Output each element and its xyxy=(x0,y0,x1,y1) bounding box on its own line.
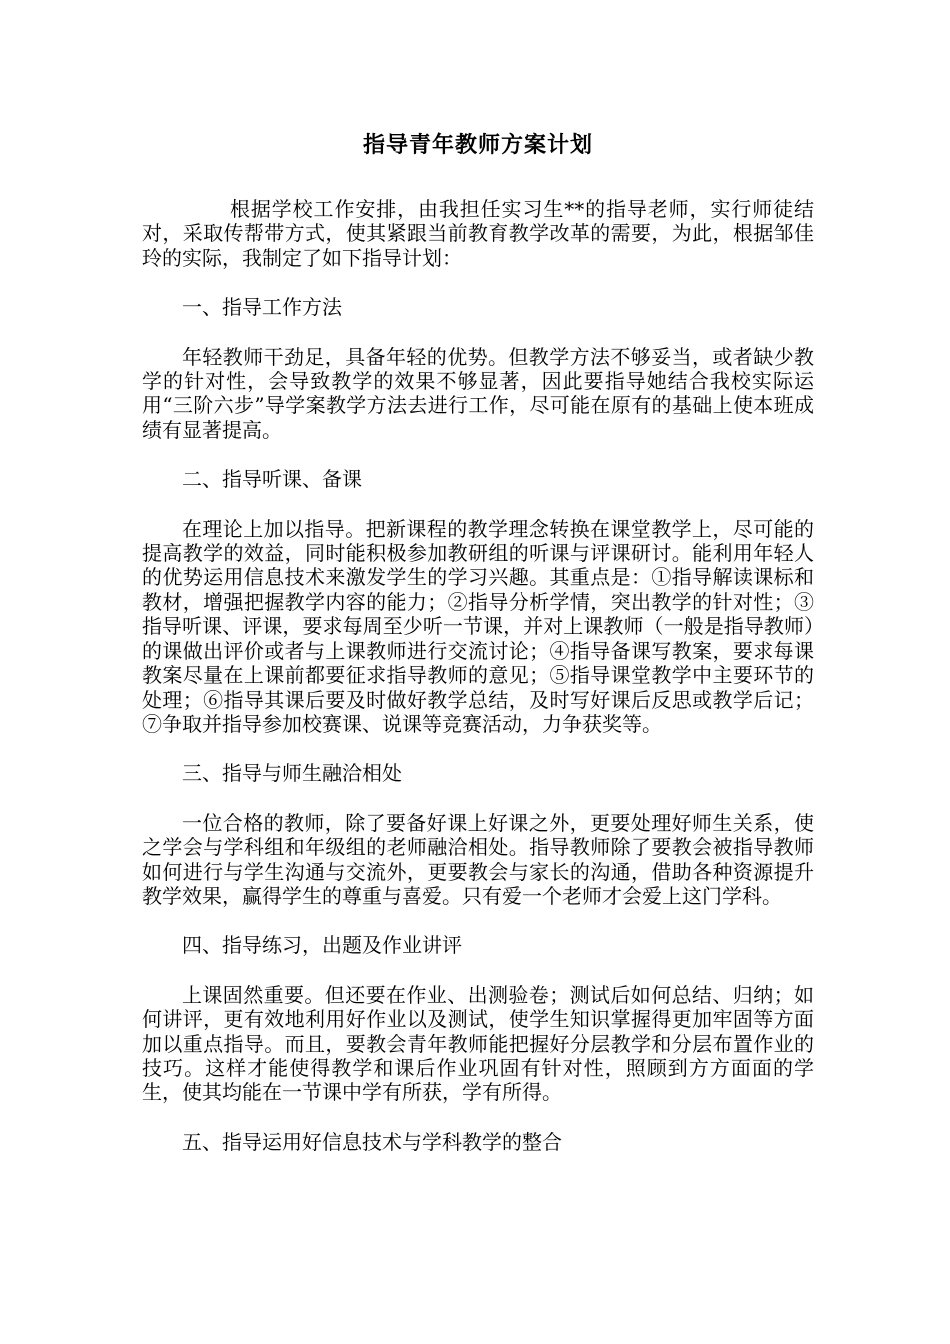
document-title: 指导青年教师方案计划 xyxy=(362,132,593,158)
section-body-2: 在理论上加以指导。把新课程的教学理念转换在课堂教学上，尽可能的提高教学的效益，同时能积极参加教研组的听课与评课研讨。能利用年轻人的优势运用信息技术来激发学生的学习兴趣。其重点是：①指导解读课标和教材，增强把握教学内容的能力；②指导分析学情，突出教学的针对性；③指导听课、评课，要求每周至少听一节课，并对上课教师（一般是指导教师）的课做出评价或者与上课教师进行交流讨论；④指导备课写教案，要求每课教案尽量在上课前都要征求指导教师的意见；⑤指导课堂教学中主要环节的处理；⑥指导其课后要及时做好教学总结，及时写好课后反思或教学后记；⑦争取并指导参加校赛课、说课等竞赛活动，力争获奖等。 xyxy=(142,516,814,736)
section-heading-2: 二、指导听课、备课 xyxy=(182,467,362,492)
section-body-1: 年轻教师干劲足，具备年轻的优势。但教学方法不够妥当，或者缺少教学的针对性，会导致教学的效果不够显著，因此要指导她结合我校实际运用“三阶六步”导学案教学方法去进行工作，尽可能在原有的基础上使本班成绩有显著提高。 xyxy=(142,344,814,442)
section-heading-4: 四、指导练习，出题及作业讲评 xyxy=(182,933,462,958)
section-body-3: 一位合格的教师，除了要备好课上好课之外，更要处理好师生关系，使之学会与学科组和年级组的老师融洽相处。指导教师除了要教会被指导教师如何进行与学生沟通与交流外，更要教会与家长的沟通，借助各种资源提升教学效果，赢得学生的尊重与喜爱。只有爱一个老师才会爱上这门学科。 xyxy=(142,810,814,908)
section-body-4: 上课固然重要。但还要在作业、出测验卷；测试后如何总结、归纳；如何讲评，更有效地利用好作业以及测试，使学生知识掌握得更加牢固等方面加以重点指导。而且，要教会青年教师能把握好分层教学和分层布置作业的技巧。这样才能使得教学和课后作业巩固有针对性，照顾到方方面面的学生，使其均能在一节课中学有所获，学有所得。 xyxy=(142,982,814,1105)
intro-paragraph: 根据学校工作安排，由我担任实习生**的指导老师，实行师徒结对，采取传帮带方式，使其紧跟当前教育教学改革的需要，为此，根据邹佳玲的实际，我制定了如下指导计划： xyxy=(142,197,814,270)
section-heading-5: 五、指导运用好信息技术与学科教学的整合 xyxy=(182,1129,562,1154)
section-heading-3: 三、指导与师生融洽相处 xyxy=(182,761,402,786)
document-body xyxy=(142,130,814,1179)
section-heading-1: 一、指导工作方法 xyxy=(182,295,342,320)
